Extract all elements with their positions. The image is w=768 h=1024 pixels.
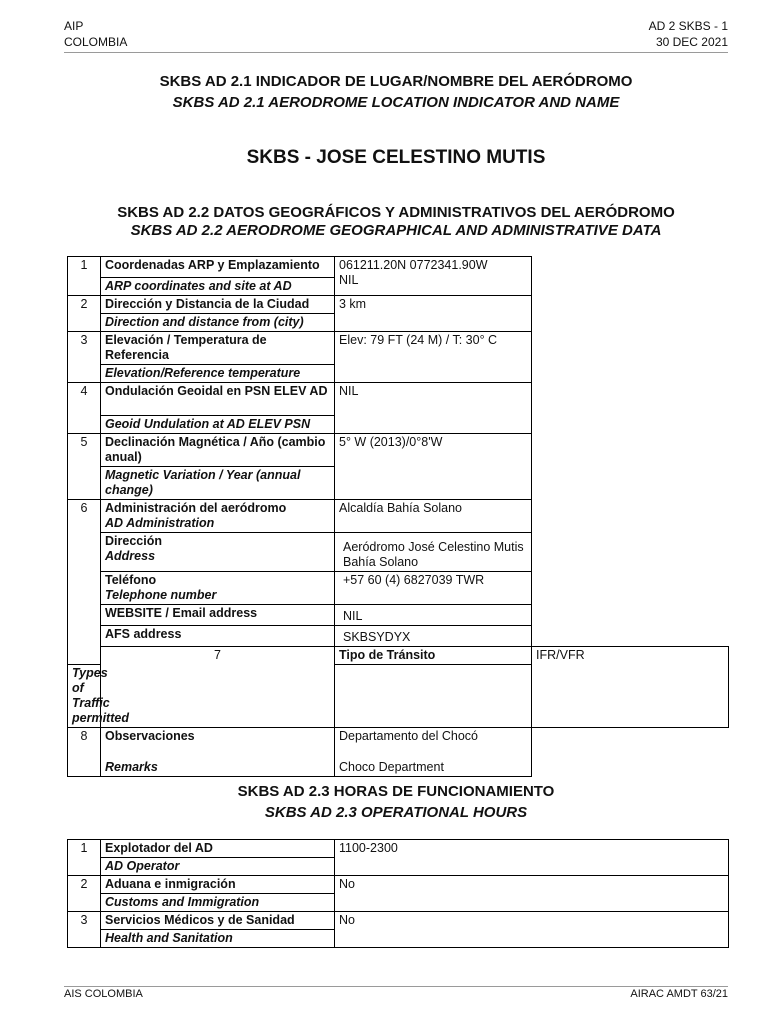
row-value: No [335, 876, 729, 912]
row-number: 6 [68, 500, 101, 665]
row-number: 3 [68, 912, 101, 948]
table-row [68, 605, 729, 626]
header-right [649, 18, 728, 50]
row-value: SKBSYDYX [335, 626, 532, 647]
row-number: 7 [101, 647, 335, 728]
row-value: Choco Department [335, 759, 532, 777]
row-value: NIL [335, 605, 532, 626]
section-22-title-en: SKBS AD 2.2 AERODROME GEOGRAPHICAL AND ADMINISTRATIVE DATA [130, 222, 662, 239]
row-label-en: Telephone number [105, 588, 217, 602]
row-label-en: Customs and Immigration [101, 894, 335, 912]
row-number: 2 [68, 296, 101, 332]
table-row [68, 728, 729, 759]
table-row [68, 876, 729, 894]
row-number: 2 [68, 876, 101, 912]
row-value: Departamento del Chocó [335, 728, 532, 759]
header-left [64, 18, 127, 50]
section-21-title-es: SKBS AD 2.1 INDICADOR DE LUGAR/NOMBRE DEL AERÓDROMO [159, 73, 633, 90]
header-aip: AIP [64, 19, 84, 33]
row-value-line: 061211.20N 0772341.90W [339, 258, 488, 272]
row-label-en: Geoid Undulation at AD ELEV PSN [101, 416, 335, 434]
row-value: 1100-2300 [335, 840, 729, 876]
row-label-es: Ondulación Geoidal en PSN ELEV AD [101, 383, 335, 416]
row-label-es: AFS address [101, 626, 335, 647]
table-row [68, 759, 729, 777]
row-value: No [335, 912, 729, 948]
row-label [101, 572, 335, 605]
row-label-es: Elevación / Temperatura de Referencia [101, 332, 335, 365]
table-row [68, 626, 729, 647]
section-22-title-es: SKBS AD 2.2 DATOS GEOGRÁFICOS Y ADMINISTRATIVOS DEL AERÓDROMO [117, 204, 675, 221]
row-label-es: Dirección [105, 534, 162, 548]
row-number: 3 [68, 332, 101, 383]
row-label-en: Health and Sanitation [101, 930, 335, 948]
row-label-en: Remarks [101, 759, 335, 777]
row-label-es: Explotador del AD [101, 840, 335, 858]
row-value: Alcaldía Bahía Solano [335, 500, 532, 533]
operational-hours-table [67, 839, 729, 948]
row-label-es: Dirección y Distancia de la Ciudad [101, 296, 335, 314]
row-label-en: AD Administration [105, 516, 215, 530]
table-row [68, 647, 729, 665]
row-label-es: Servicios Médicos y de Sanidad [101, 912, 335, 930]
table-row [68, 296, 729, 314]
row-label-en: Address [105, 549, 156, 563]
row-label-en: Direction and distance from (city) [101, 314, 335, 332]
row-number: 8 [68, 728, 101, 777]
row-label-en: Elevation/Reference temperature [101, 365, 335, 383]
row-label-es: Observaciones [101, 728, 335, 759]
row-label-en: AD Operator [101, 858, 335, 876]
row-label-en: Magnetic Variation / Year (annual change) [101, 467, 335, 500]
row-value: NIL [335, 383, 532, 434]
table-row [68, 840, 729, 858]
header-country: COLOMBIA [64, 35, 128, 49]
table-row [68, 332, 729, 365]
row-label-es: Aduana e inmigración [101, 876, 335, 894]
footer-right: AIRAC AMDT 63/21 [630, 988, 728, 1000]
table-row [68, 912, 729, 930]
row-value: 5° W (2013)/0°8'W [335, 434, 532, 500]
table-row [68, 383, 729, 416]
row-label-en: Types of Traffic permitted [68, 665, 101, 728]
row-label [101, 533, 335, 572]
row-number: 4 [68, 383, 101, 434]
row-value: Elev: 79 FT (24 M) / T: 30° C [335, 332, 532, 383]
row-value-line: Aeródromo José Celestino Mutis [343, 540, 524, 554]
footer-left: AIS COLOMBIA [64, 988, 143, 1000]
header-divider [64, 52, 728, 53]
section-21-title-en: SKBS AD 2.1 AERODROME LOCATION INDICATOR AND NAME [172, 94, 620, 111]
row-label-es: Tipo de Tránsito [335, 647, 532, 665]
section-23-title-en: SKBS AD 2.3 OPERATIONAL HOURS [264, 804, 528, 821]
row-number: 5 [68, 434, 101, 500]
row-value-line: NIL [339, 273, 359, 287]
row-label-es: Administración del aeródromo [105, 501, 287, 515]
row-value: +57 60 (4) 6827039 TWR [335, 572, 532, 605]
header-date: 30 DEC 2021 [655, 35, 728, 49]
row-number: 1 [68, 257, 101, 296]
row-value [335, 533, 532, 572]
header-page-id: AD 2 SKBS - 1 [648, 19, 728, 33]
table-row [68, 257, 729, 278]
footer-divider-right [396, 986, 728, 987]
row-value: 3 km [335, 296, 532, 332]
table-row [68, 533, 729, 572]
row-label-es: Coordenadas ARP y Emplazamiento [101, 257, 335, 278]
table-row [68, 572, 729, 605]
geo-admin-table [67, 256, 729, 777]
row-label [101, 500, 335, 533]
section-23-title-es: SKBS AD 2.3 HORAS DE FUNCIONAMIENTO [237, 783, 555, 800]
row-label-es: Teléfono [105, 573, 157, 587]
row-label-es: Declinación Magnética / Año (cambio anual) [101, 434, 335, 467]
row-value: IFR/VFR [532, 647, 729, 728]
table-row [68, 434, 729, 467]
row-number: 1 [68, 840, 101, 876]
row-value-line: Bahía Solano [343, 555, 419, 569]
row-label-es: WEBSITE / Email address [101, 605, 335, 626]
table-row [68, 500, 729, 533]
footer-divider [64, 986, 398, 987]
aerodrome-name: SKBS - JOSE CELESTINO MUTIS [246, 147, 546, 168]
row-value [335, 257, 532, 296]
row-label-en: ARP coordinates and site at AD [101, 278, 335, 296]
